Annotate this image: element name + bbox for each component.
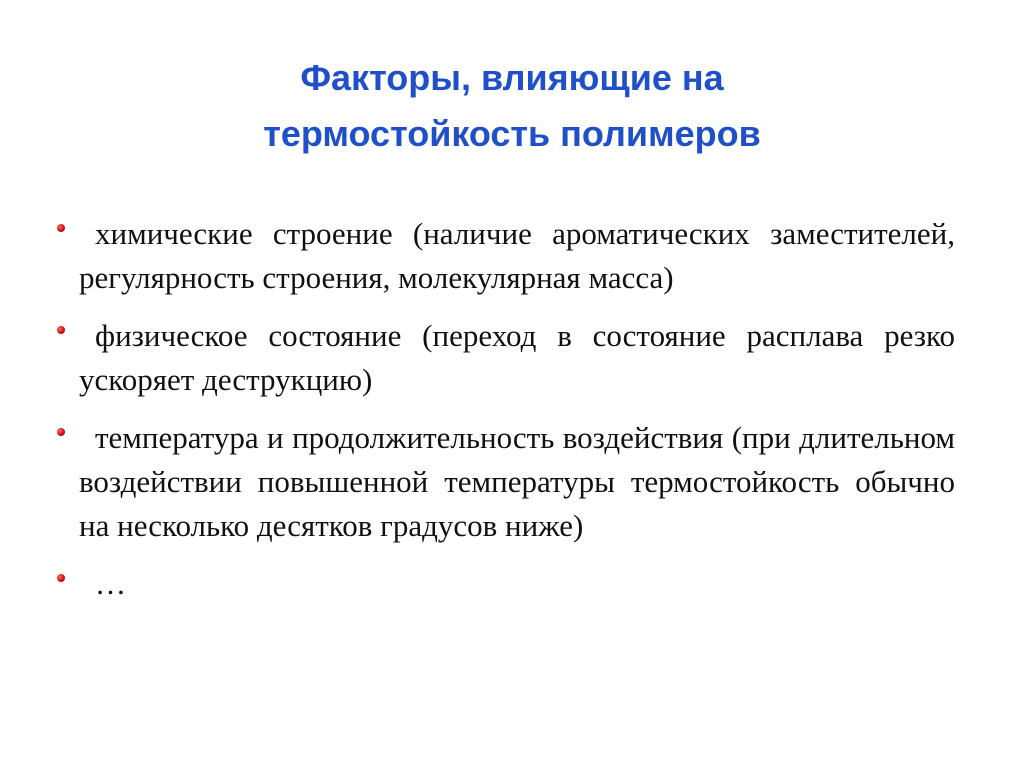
bullet-item [57,212,955,300]
bullet-dot-icon [57,574,65,582]
bullet-list [57,212,955,620]
bullet-dot-icon [57,326,65,334]
bullet-text: химические строение (наличие ароматических заместителей, регулярность строения, молекулярная масса) [79,216,955,295]
slide-title [0,50,1024,162]
bullet-dot-icon [57,428,65,436]
slide-title-line-2: термостойкость полимеров [263,113,761,154]
bullet-text: … [95,566,126,601]
bullet-text: температура и продолжительность воздействия (при длительном воздействии повышенной температуры термостойкость обычно на несколько десятков градусов ниже) [79,420,955,543]
slide-title-line-1: Факторы, влияющие на [300,57,724,98]
bullet-item [57,416,955,548]
bullet-text: физическое состояние (переход в состояние расплава резко ускоряет деструкцию) [79,318,955,397]
bullet-item [57,314,955,402]
bullet-dot-icon [57,224,65,232]
bullet-item [57,562,955,606]
